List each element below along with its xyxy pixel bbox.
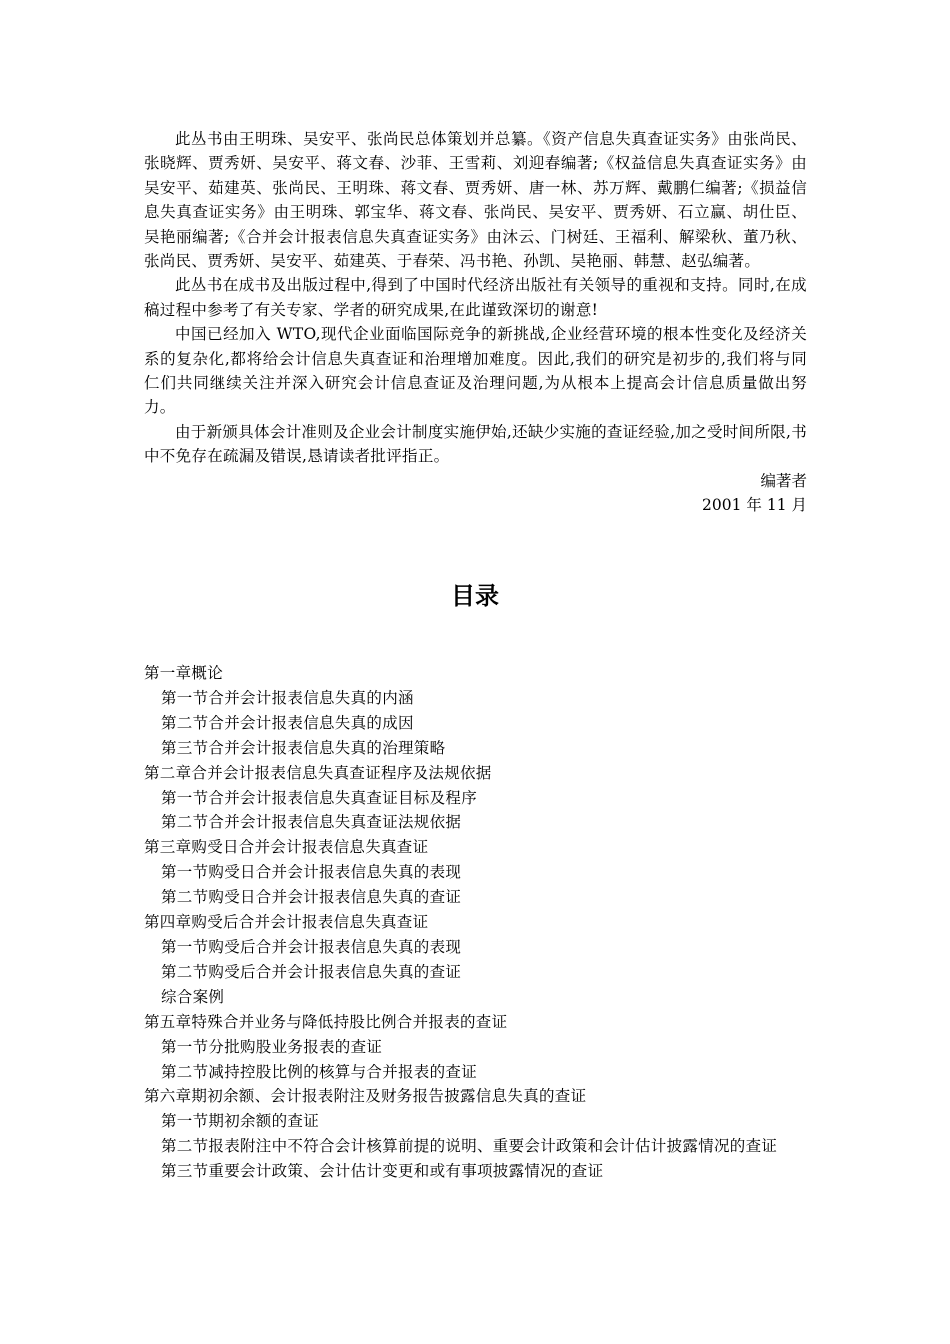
toc-section: 第一节合并会计报表信息失真的内涵 <box>161 688 414 707</box>
toc-section: 第一节期初余额的查证 <box>161 1112 320 1131</box>
toc-section: 第一节分批购股业务报表的查证 <box>161 1037 383 1056</box>
toc-chapter: 第六章期初余额、会计报表附注及财务报告披露信息失真的查证 <box>144 1087 587 1106</box>
preface-paragraph: 由于新颁具体会计准则及企业会计制度实施伊始,还缺少实施的查证经验,加之受时间所限,书中不免存在疏漏及错误,恳请读者批评指正。 <box>144 422 807 466</box>
toc-title: 目录 <box>451 582 499 610</box>
toc-chapter: 第一章概论 <box>144 664 224 682</box>
toc-section: 第二节合并会计报表信息失真查证法规依据 <box>161 813 462 832</box>
toc-chapter: 第二章合并会计报表信息失真查证程序及法规依据 <box>144 763 492 782</box>
toc-section: 第二节购受后合并会计报表信息失真的查证 <box>161 962 462 981</box>
toc-section: 第三节重要会计政策、会计估计变更和或有事项披露情况的查证 <box>161 1162 604 1181</box>
toc-section: 第一节购受日合并会计报表信息失真的表现 <box>161 863 462 882</box>
toc-list <box>144 661 807 1184</box>
toc-chapter: 第三章购受日合并会计报表信息失真查证 <box>144 838 429 857</box>
preface-paragraph: 中国已经加入 WTO,现代企业面临国际竞争的新挑战,企业经营环境的根本性变化及经济关系的复杂化,都将给会计信息失真查证和治理增加难度。因此,我们的研究是初步的,我们将与同仁们共同继续关注并深入研究会计信息查证及治理问题,为从根本上提高会计信息质量做出努力。 <box>144 325 807 417</box>
toc-section: 第一节合并会计报表信息失真查证目标及程序 <box>161 788 478 807</box>
toc-chapter: 第四章购受后合并会计报表信息失真查证 <box>144 913 429 932</box>
preface-author: 编著者 <box>760 471 807 490</box>
toc-section: 第三节合并会计报表信息失真的治理策略 <box>161 738 446 757</box>
toc-section: 第二节购受日合并会计报表信息失真的查证 <box>161 888 462 907</box>
toc-chapter: 第五章特殊合并业务与降低持股比例合并报表的查证 <box>144 1012 508 1031</box>
toc-section: 第一节购受后合并会计报表信息失真的表现 <box>161 937 462 956</box>
preface-paragraph: 此丛书由王明珠、吴安平、张尚民总体策划并总纂。《资产信息失真查证实务》由张尚民、张晓辉、贾秀妍、吴安平、蒋文春、沙菲、王雪莉、刘迎春编著;《权益信息失真查证实务》由吴安平、茹建英、张尚民、王明珠、蒋文春、贾秀妍、唐一林、苏万辉、戴鹏仁编著;《损益信息失真查证实务》由王明珠、郭宝华、蒋文春、张尚民、吴安平、贾秀妍、石立赢、胡仕臣、吴艳丽编著;《合并会计报表信息失真查证实务》由沐云、门树廷、王福利、解梁秋、董乃秋、张尚民、贾秀妍、吴安平、茹建英、于春荣、冯书艳、孙凯、吴艳丽、韩慧、赵弘编著。 <box>144 130 807 271</box>
preface-section <box>144 127 807 518</box>
toc-section: 第二节报表附注中不符合会计核算前提的说明、重要会计政策和会计估计披露情况的查证 <box>161 1137 778 1156</box>
toc-section: 第二节减持控股比例的核算与合并报表的查证 <box>161 1062 478 1081</box>
toc-section: 综合案例 <box>161 987 225 1006</box>
preface-paragraph: 此丛书在成书及出版过程中,得到了中国时代经济出版社有关领导的重视和支持。同时,在成稿过程中参考了有关专家、学者的研究成果,在此谨致深切的谢意! <box>144 276 807 319</box>
toc-section: 第二节合并会计报表信息失真的成因 <box>161 713 414 732</box>
preface-date: 2001 年 11 月 <box>702 496 807 515</box>
